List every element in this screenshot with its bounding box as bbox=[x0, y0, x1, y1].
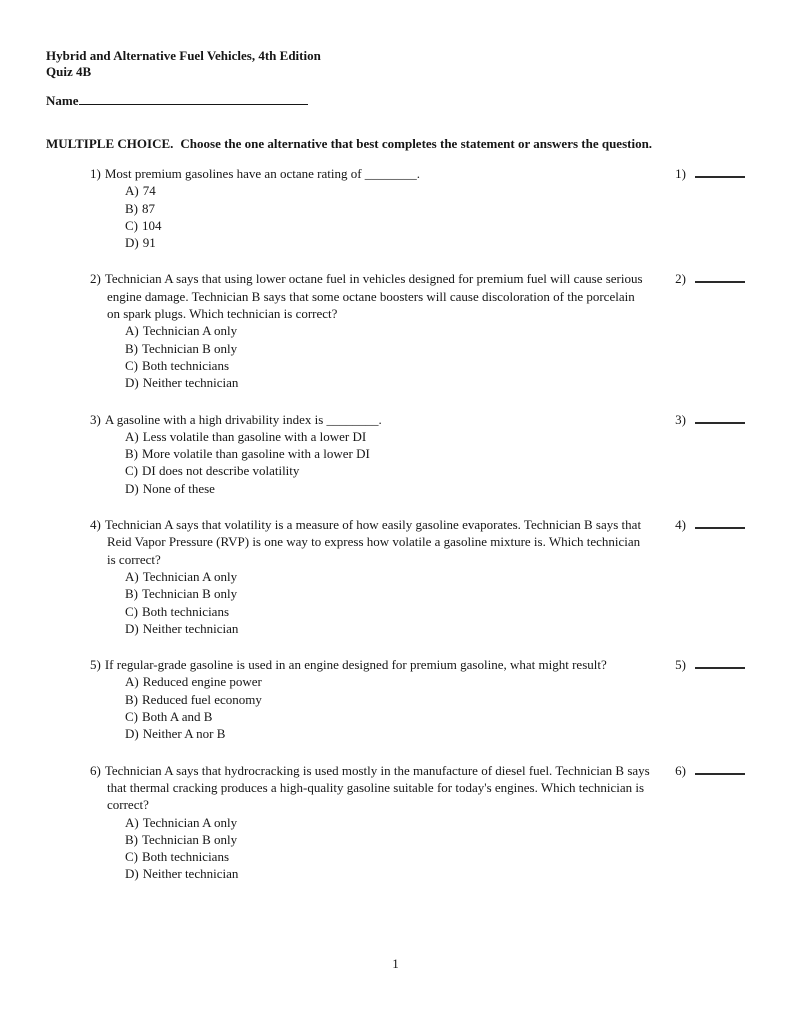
answer-slot-5 bbox=[675, 656, 745, 673]
option-text: Technician A only bbox=[142, 323, 238, 339]
answer-blank[interactable] bbox=[695, 656, 745, 669]
option-label: A) bbox=[125, 568, 139, 584]
option-b bbox=[46, 831, 650, 848]
answer-blank[interactable] bbox=[695, 762, 745, 775]
answer-slot-3 bbox=[675, 411, 745, 428]
option-a bbox=[46, 428, 650, 445]
question-number: 6) bbox=[90, 762, 101, 778]
question-text bbox=[46, 762, 650, 814]
option-label: D) bbox=[125, 866, 139, 882]
answer-blank[interactable] bbox=[695, 270, 745, 283]
document-header bbox=[46, 48, 745, 80]
option-text: Technician A only bbox=[142, 814, 238, 830]
option-text: Both A and B bbox=[142, 709, 213, 725]
option-text: Neither technician bbox=[142, 866, 239, 882]
option-text: Reduced fuel economy bbox=[142, 691, 262, 707]
question-4 bbox=[46, 516, 745, 637]
option-d bbox=[46, 725, 650, 742]
answer-number: 5) bbox=[675, 657, 686, 673]
question-text bbox=[46, 656, 650, 673]
instructions-text: Choose the one alternative that best completes the statement or answers the question. bbox=[180, 136, 653, 151]
question-4-body bbox=[46, 516, 650, 637]
answer-slot-4 bbox=[675, 516, 745, 533]
option-c bbox=[46, 603, 650, 620]
answer-number: 1) bbox=[675, 166, 686, 181]
option-a bbox=[46, 673, 650, 690]
answer-number: 2) bbox=[675, 271, 686, 287]
option-a bbox=[46, 568, 650, 585]
page-footer bbox=[0, 955, 791, 972]
option-label: A) bbox=[125, 183, 139, 199]
question-number: 3) bbox=[90, 411, 101, 427]
option-d bbox=[46, 480, 650, 497]
question-1 bbox=[46, 165, 745, 251]
instructions bbox=[46, 135, 745, 152]
question-list bbox=[46, 165, 745, 883]
option-text: Neither A nor B bbox=[142, 726, 226, 742]
option-b bbox=[46, 585, 650, 602]
option-c bbox=[46, 708, 650, 725]
answer-blank[interactable] bbox=[695, 165, 745, 178]
option-label: B) bbox=[125, 691, 138, 707]
option-text: Technician B only bbox=[142, 340, 238, 356]
option-text: Technician B only bbox=[142, 831, 238, 847]
option-c bbox=[46, 848, 650, 865]
option-text: DI does not describe volatility bbox=[142, 463, 300, 479]
option-label: A) bbox=[125, 428, 139, 444]
option-label: A) bbox=[125, 323, 139, 339]
name-blank-line[interactable] bbox=[79, 92, 308, 105]
option-c bbox=[46, 217, 650, 234]
option-b bbox=[46, 445, 650, 462]
option-b bbox=[46, 340, 650, 357]
option-text: Technician A only bbox=[142, 568, 238, 584]
question-2-body bbox=[46, 270, 650, 391]
question-stem: If regular-grade gasoline is used in an engine designed for premium gasoline, what might result? bbox=[104, 657, 607, 673]
option-text: Neither technician bbox=[142, 620, 239, 636]
question-3-body bbox=[46, 411, 650, 497]
option-text: More volatile than gasoline with a lower DI bbox=[142, 446, 370, 462]
question-stem: Technician A says that hydrocracking is used mostly in the manufacture of diesel fuel. Technician B says that thermal cracking produces a high-quality gasoline suitable for today's engines. Which technician is correct? bbox=[104, 762, 650, 813]
answer-blank[interactable] bbox=[695, 516, 745, 529]
name-row bbox=[46, 92, 745, 109]
question-5 bbox=[46, 656, 745, 742]
answer-number: 6) bbox=[675, 762, 686, 778]
question-1-body bbox=[46, 165, 650, 251]
option-label: C) bbox=[125, 217, 138, 233]
option-label: C) bbox=[125, 709, 138, 725]
option-label: D) bbox=[125, 480, 139, 496]
option-text: 74 bbox=[142, 183, 156, 199]
option-text: Neither technician bbox=[142, 375, 239, 391]
quiz-label: Quiz 4B bbox=[46, 64, 92, 79]
option-d bbox=[46, 374, 650, 391]
option-label: C) bbox=[125, 603, 138, 619]
question-5-body bbox=[46, 656, 650, 742]
question-6 bbox=[46, 762, 745, 883]
option-label: D) bbox=[125, 235, 139, 251]
option-label: C) bbox=[125, 357, 138, 373]
option-text: None of these bbox=[142, 480, 215, 496]
option-label: B) bbox=[125, 200, 138, 216]
option-text: Reduced engine power bbox=[142, 674, 262, 690]
option-text: Less volatile than gasoline with a lower DI bbox=[142, 428, 367, 444]
option-d bbox=[46, 620, 650, 637]
page-number: 1 bbox=[392, 956, 399, 971]
option-d bbox=[46, 234, 650, 251]
answer-number: 3) bbox=[675, 411, 686, 427]
question-text bbox=[46, 411, 650, 428]
answer-slot-2 bbox=[675, 270, 745, 287]
option-label: D) bbox=[125, 726, 139, 742]
question-text bbox=[46, 270, 650, 322]
document-title: Hybrid and Alternative Fuel Vehicles, 4th Edition bbox=[46, 48, 321, 63]
question-stem: Technician A says that volatility is a measure of how easily gasoline evaporates. Technician B says that Reid Vapor Pressure (RVP) is one way to express how volatile a gasoline mixture is. Which technician is correct? bbox=[104, 517, 642, 567]
question-number: 5) bbox=[90, 657, 101, 673]
option-c bbox=[46, 357, 650, 374]
option-label: C) bbox=[125, 463, 138, 479]
option-text: Both technicians bbox=[142, 849, 230, 865]
option-a bbox=[46, 182, 650, 199]
option-label: A) bbox=[125, 674, 139, 690]
option-text: Technician B only bbox=[142, 586, 238, 602]
option-a bbox=[46, 814, 650, 831]
question-text bbox=[46, 165, 650, 182]
answer-blank[interactable] bbox=[695, 411, 745, 424]
option-label: D) bbox=[125, 375, 139, 391]
option-text: 87 bbox=[142, 200, 155, 216]
option-text: 104 bbox=[142, 217, 162, 233]
question-number: 4) bbox=[90, 517, 101, 533]
option-label: A) bbox=[125, 814, 139, 830]
question-3 bbox=[46, 411, 745, 497]
answer-slot-1 bbox=[675, 165, 745, 182]
option-a bbox=[46, 322, 650, 339]
question-6-body bbox=[46, 762, 650, 883]
section-label: MULTIPLE CHOICE. bbox=[46, 136, 174, 151]
option-text: 91 bbox=[142, 235, 156, 251]
answer-number: 4) bbox=[675, 517, 686, 533]
question-stem: Most premium gasolines have an octane rating of ________. bbox=[104, 166, 421, 181]
option-label: B) bbox=[125, 586, 138, 602]
option-label: B) bbox=[125, 446, 138, 462]
option-b bbox=[46, 200, 650, 217]
question-2 bbox=[46, 270, 745, 391]
option-text: Both technicians bbox=[142, 357, 230, 373]
option-label: B) bbox=[125, 340, 138, 356]
option-label: B) bbox=[125, 831, 138, 847]
option-d bbox=[46, 865, 650, 882]
question-text bbox=[46, 516, 650, 568]
option-c bbox=[46, 462, 650, 479]
answer-slot-6 bbox=[675, 762, 745, 779]
option-text: Both technicians bbox=[142, 603, 230, 619]
option-label: C) bbox=[125, 849, 138, 865]
option-label: D) bbox=[125, 620, 139, 636]
question-stem: A gasoline with a high drivability index is ________. bbox=[104, 411, 382, 427]
option-b bbox=[46, 691, 650, 708]
question-number: 2) bbox=[90, 271, 101, 287]
question-number: 1) bbox=[90, 166, 101, 181]
question-stem: Technician A says that using lower octane fuel in vehicles designed for premium fuel will cause serious engine damage. Technician B says that some octane boosters will cause discoloration of the porcelain on spark plugs. Which technician is correct? bbox=[104, 271, 643, 322]
name-label: Name bbox=[46, 93, 79, 108]
